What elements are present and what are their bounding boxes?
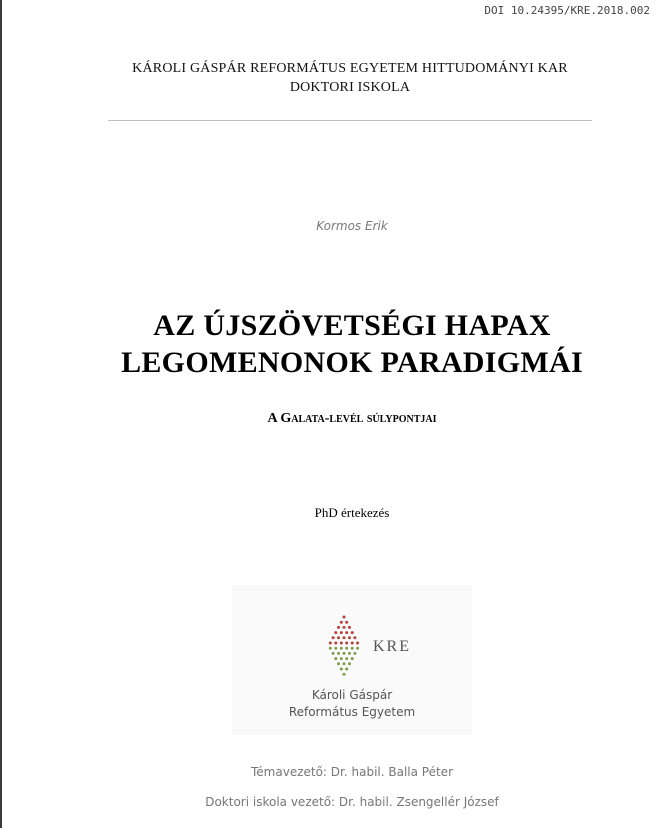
logo-dot: [351, 657, 354, 660]
supervisor-line: Témavezető: Dr. habil. Balla Péter: [251, 765, 453, 779]
logo-dot: [340, 647, 343, 650]
logo-dot: [334, 657, 337, 660]
logo-name-line-2: Református Egyetem: [288, 705, 416, 719]
school-head-line: Doktori iskola vezető: Dr. habil. Zsengellér József: [205, 795, 499, 809]
logo-dot: [343, 652, 346, 655]
logo-dot: [337, 662, 340, 665]
logo-dot: [340, 657, 343, 660]
logo-dot: [329, 647, 332, 650]
logo-dot: [345, 642, 348, 645]
subtitle: A Galata-levél súlypontjai: [267, 411, 437, 426]
degree-label: PhD értekezés: [314, 505, 390, 520]
logo-dot: [334, 642, 337, 645]
logo-dot: [343, 662, 346, 665]
logo-dot: [340, 668, 343, 671]
logo-dot: [353, 652, 356, 655]
logo-dot: [332, 636, 335, 639]
logo-dot: [345, 621, 348, 624]
logo-dot: [351, 642, 354, 645]
logo-dot: [337, 626, 340, 629]
logo-dot: [348, 636, 351, 639]
title-line-1: AZ ÚJSZÖVETSÉGI HAPAX: [153, 309, 551, 342]
logo-dot: [343, 673, 346, 676]
logo-dot: [343, 616, 346, 619]
logo-dot: [348, 662, 351, 665]
logo-dot: [345, 647, 348, 650]
title-line-2: LEGOMENONOK PARADIGMÁI: [121, 346, 583, 379]
logo-dot: [340, 631, 343, 634]
logo-dot: [337, 636, 340, 639]
header-divider: [108, 120, 592, 121]
logo-dot: [340, 621, 343, 624]
institution-line-2: DOKTORI ISKOLA: [289, 80, 411, 95]
logo-acronym: KRE: [373, 638, 411, 655]
university-logo: [232, 585, 472, 735]
logo-dot: [356, 647, 359, 650]
logo-dot: [343, 626, 346, 629]
logo-dot: [345, 631, 348, 634]
logo-dot: [345, 668, 348, 671]
logo-dot: [343, 636, 346, 639]
logo-dot: [340, 642, 343, 645]
doi-label: DOI 10.24395/KRE.2018.002: [484, 4, 650, 17]
logo-dot: [348, 626, 351, 629]
logo-dot: [334, 631, 337, 634]
logo-dot: [353, 636, 356, 639]
logo-dot: [337, 652, 340, 655]
institution-line-1: KÁROLI GÁSPÁR REFORMÁTUS EGYETEM HITTUDOMÁNYI KAR: [132, 61, 568, 76]
logo-name-line-1: Károli Gáspár: [311, 688, 393, 702]
logo-dot: [348, 652, 351, 655]
logo-dot: [345, 657, 348, 660]
logo-dot: [332, 652, 335, 655]
logo-dot-diamond-icon: [316, 613, 372, 681]
logo-dot: [356, 642, 359, 645]
logo-dot: [329, 642, 332, 645]
logo-dot: [334, 647, 337, 650]
logo-dot: [351, 631, 354, 634]
logo-dot: [351, 647, 354, 650]
author-name: Kormos Erik: [316, 219, 388, 233]
